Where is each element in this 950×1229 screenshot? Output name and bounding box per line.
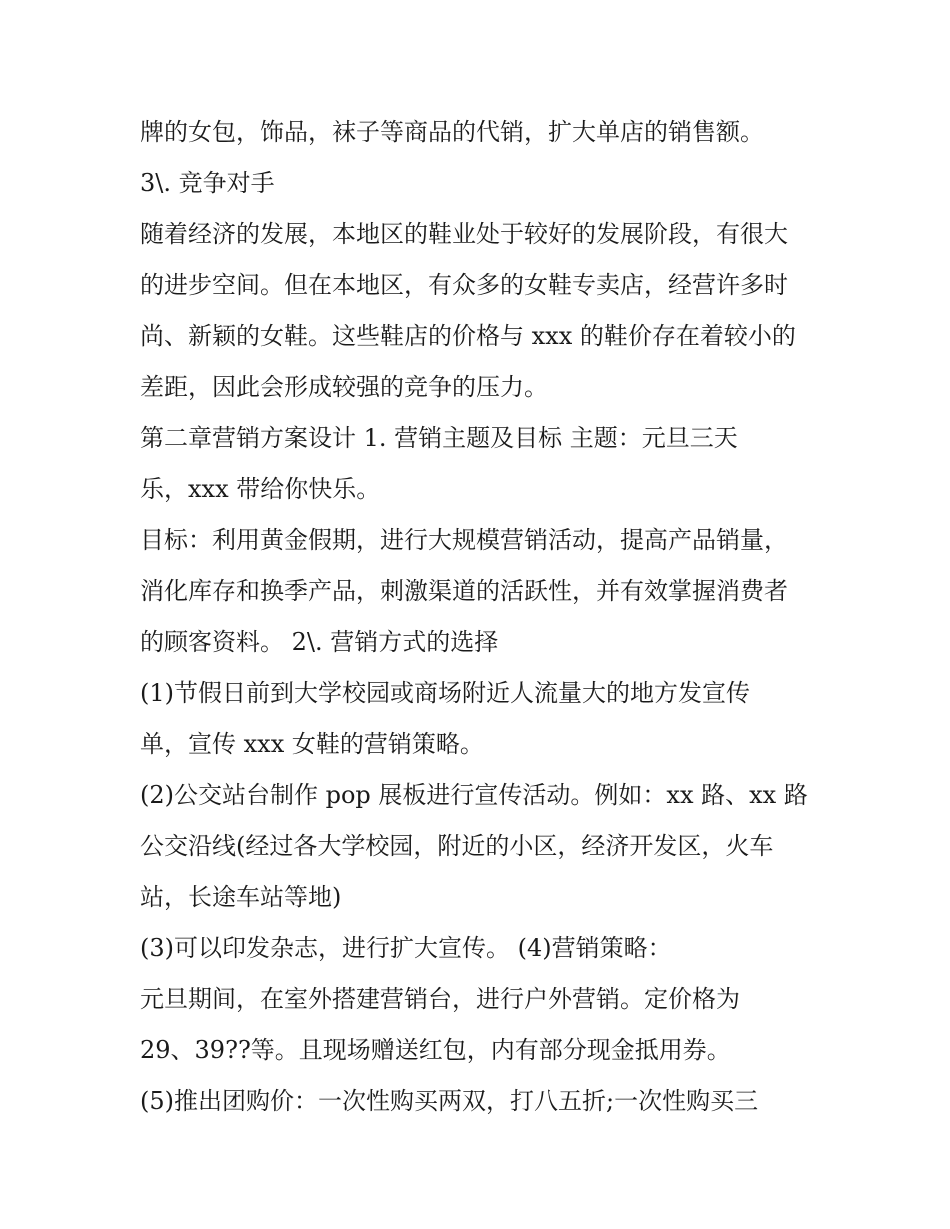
text-line: 的进步空间。但在本地区，有众多的女鞋专卖店，经营许多时	[140, 271, 788, 299]
text-line: 单，宣传 xxx 女鞋的营销策略。	[140, 730, 484, 758]
text-line: 牌的女包，饰品，袜子等商品的代销，扩大单店的销售额。	[140, 118, 764, 146]
text-line: 差距，因此会形成较强的竞争的压力。	[140, 373, 548, 401]
text-line: 站，长途车站等地)	[140, 883, 342, 911]
list-item-line: (5)推出团购价：一次性购买两双，打八五折;一次性购买三	[140, 1087, 759, 1115]
text-line: 尚、新颖的女鞋。这些鞋店的价格与 xxx 的鞋价存在着较小的	[140, 322, 796, 350]
list-item-line: (2)公交站台制作 pop 展板进行宣传活动。例如：xx 路、xx 路	[140, 781, 808, 809]
text-line: 的顾客资料。 2\. 营销方式的选择	[140, 628, 499, 656]
text-line: 消化库存和换季产品，刺激渠道的活跃性，并有效掌握消费者	[140, 577, 788, 605]
document-body	[140, 107, 820, 1127]
text-line: 乐，xxx 带给你快乐。	[140, 475, 381, 503]
text-line: 目标：利用黄金假期，进行大规模营销活动，提高产品销量，	[140, 526, 788, 554]
section-heading: 3\. 竞争对手	[140, 169, 275, 197]
chapter-heading-line: 第二章营销方案设计 1. 营销主题及目标 主题：元旦三天	[140, 424, 738, 452]
text-line: 29、39??等。且现场赠送红包，内有部分现金抵用券。	[140, 1036, 731, 1064]
text-line: 公交沿线(经过各大学校园，附近的小区，经济开发区，火车	[140, 832, 774, 860]
list-item-line: (1)节假日前到大学校园或商场附近人流量大的地方发宣传	[140, 679, 750, 707]
text-line: 元旦期间，在室外搭建营销台，进行户外营销。定价格为	[140, 985, 740, 1013]
list-item-line: (3)可以印发杂志，进行扩大宣传。 (4)营销策略：	[140, 934, 672, 962]
text-line: 随着经济的发展，本地区的鞋业处于较好的发展阶段，有很大	[140, 220, 788, 248]
